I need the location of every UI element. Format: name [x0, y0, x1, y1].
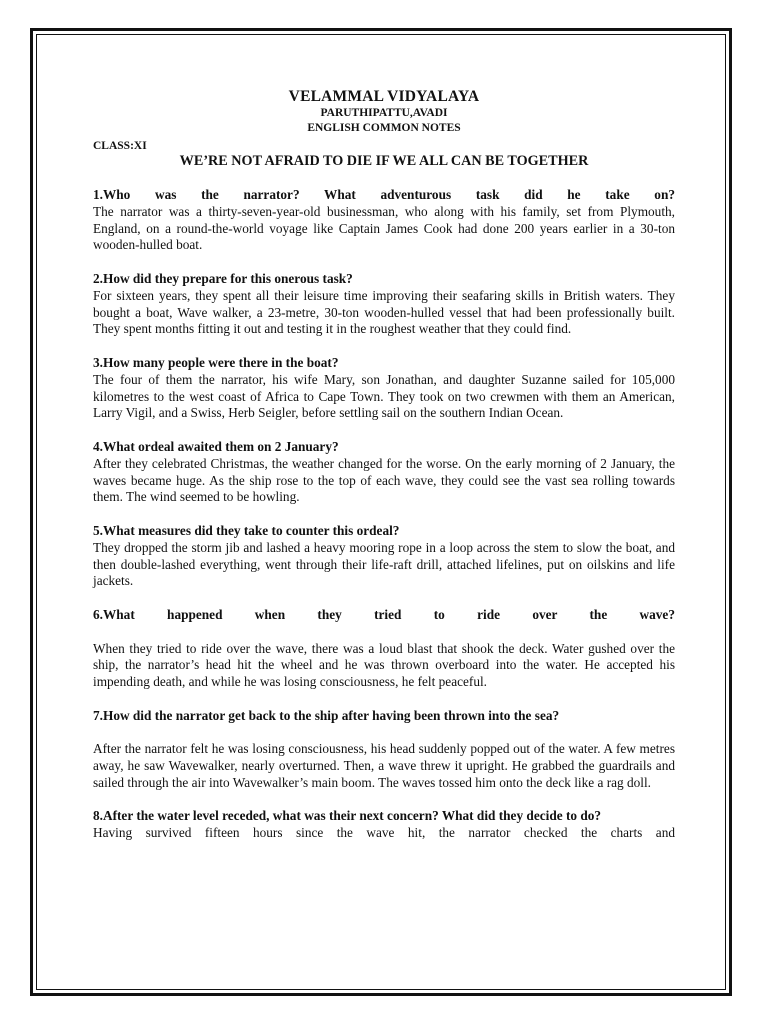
answer-5: They dropped the storm jib and lashed a heavy mooring rope in a loop across the stem to slow the boat, and then double-lashed everything, went through their life-raft drill, attached lifelines, put on oilskins and life jackets.: [93, 539, 675, 589]
question-5: 5.What measures did they take to counter this ordeal?: [93, 522, 400, 538]
qa-block-4: [93, 439, 675, 506]
blank-line: [93, 725, 675, 742]
answer-6: When they tried to ride over the wave, there was a loud blast that shook the deck. Water gushed over the ship, the narrator’s head hit the wheel and he was thrown overboard into the water. He accepted his impending death, and while he was losing consciousness, he felt peaceful.: [93, 640, 675, 690]
answer-1: The narrator was a thirty-seven-year-old businessman, who along with his family, set from Plymouth, England, on a round-the-world voyage like Captain James Cook had done 200 years earlier in a 30-ton wooden-hulled boat.: [93, 203, 675, 253]
qa-block-8: [93, 808, 675, 842]
answer-4: After they celebrated Christmas, the weather changed for the worse. On the early morning of 2 January, the waves became huge. As the ship rose to the top of each wave, they could see the vast sea rolling towards them. The wind seemed to be howling.: [93, 455, 675, 505]
class-label: CLASS:XI: [93, 140, 147, 152]
notes-subtitle: ENGLISH COMMON NOTES: [307, 122, 461, 134]
qa-block-6: [93, 607, 675, 691]
qa-block-5: [93, 523, 675, 590]
answer-8: Having survived fifteen hours since the wave hit, the narrator checked the charts and: [93, 825, 675, 841]
qa-block-7: [93, 708, 675, 792]
question-8: 8.After the water level receded, what was their next concern? What did they decide to do?: [93, 808, 602, 824]
question-2: 2.How did they prepare for this onerous task?: [93, 270, 353, 286]
answer-7: After the narrator felt he was losing consciousness, his head suddenly popped out of the water. A few metres away, he saw Wavewalker, nearly overturned. Then, a wave threw it upright. He grabbed the guardrails and sailed through the air into Wavewalker’s main boom. The waves tossed him onto the deck like a rag doll.: [93, 741, 675, 790]
question-1: 1.Who was the narrator? What adventurous task did he take on?: [93, 187, 675, 202]
lesson-title: WE’RE NOT AFRAID TO DIE IF WE ALL CAN BE TOGETHER: [179, 153, 589, 169]
qa-block-3: [93, 355, 675, 422]
notes-content: [93, 88, 675, 859]
qa-block-2: [93, 271, 675, 338]
school-name: VELAMMAL VIDYALAYA: [288, 88, 480, 105]
qa-block-1: [93, 187, 675, 254]
question-3: 3.How many people were there in the boat?: [93, 354, 339, 370]
question-4: 4.What ordeal awaited them on 2 January?: [93, 438, 339, 454]
question-6: 6.What happened when they tried to ride over the wave?: [93, 606, 675, 622]
blank-line: [93, 624, 675, 641]
question-7: 7.How did the narrator get back to the ship after having been thrown into the sea?: [93, 707, 560, 723]
school-location: PARUTHIPATTU,AVADI: [320, 107, 448, 119]
answer-2: For sixteen years, they spent all their leisure time improving their seafaring skills in British waters. They bought a boat, Wave walker, a 23-metre, 30-ton wooden-hulled vessel that had been professionally built. They spent months fitting it out and testing it in the roughest weather that they could find.: [93, 287, 675, 337]
answer-3: The four of them the narrator, his wife Mary, son Jonathan, and daughter Suzanne sailed for 105,000 kilometres to the west coast of Africa to Cape Town. They took on two crewmen with them an American, Larry Vigil, and a Swiss, Herb Seigler, before settling sail on the southern Indian Ocean.: [93, 371, 675, 421]
